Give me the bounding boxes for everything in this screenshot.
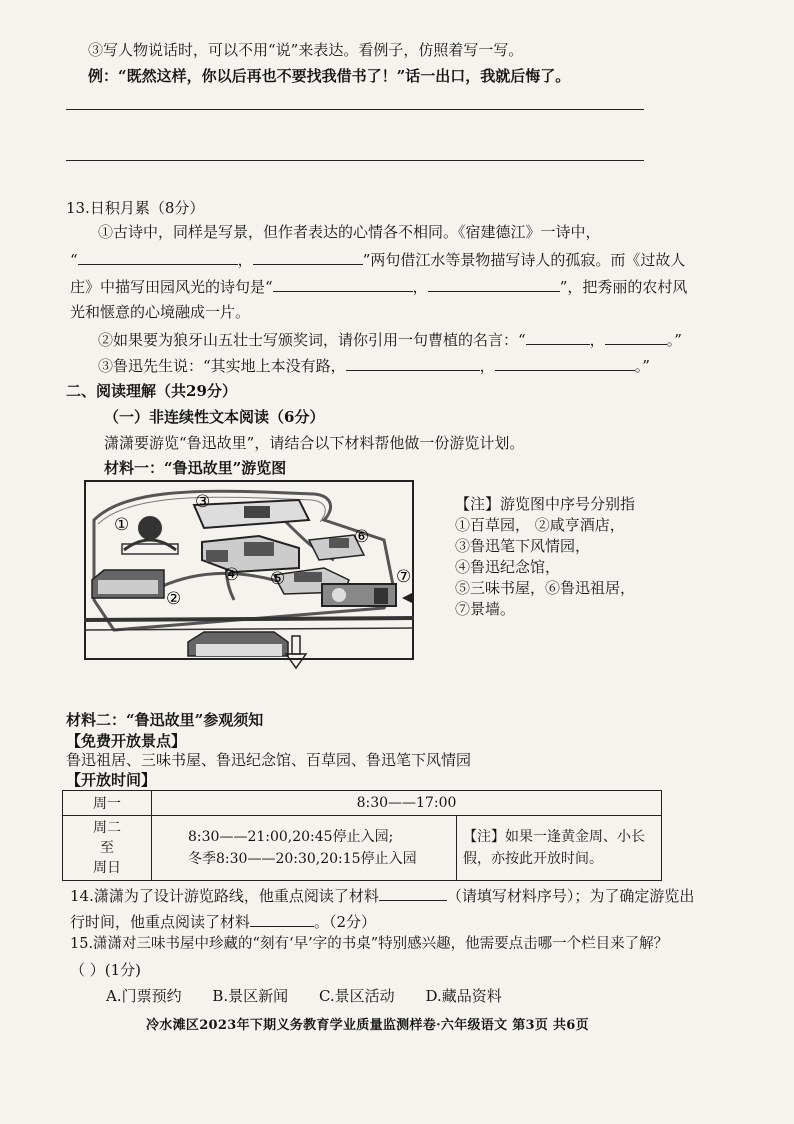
marker-1: ①	[114, 515, 130, 535]
marker-2: ②	[166, 589, 182, 609]
marker-7: ⑦	[396, 567, 412, 587]
q14-text: 14.潇潇为了设计游览路线，他重点阅读了材料	[70, 887, 379, 905]
table-row	[63, 816, 662, 881]
marker-3: ③	[195, 492, 211, 512]
comma: ，	[237, 251, 253, 269]
day-cell: 周一	[63, 791, 152, 816]
q13-heading: 13.日积月累（8分）	[66, 199, 205, 217]
legend-line: ④鲁迅纪念馆，	[455, 558, 561, 576]
q13-p2-start: ②如果要为狼牙山五壮士写颁奖词，请你引用一句曹植的名言：“	[98, 331, 526, 349]
q13-p1-a: ①古诗中，同样是写景，但作者表达的心情各不相同。《宿建德江》一诗中，	[98, 223, 601, 241]
q13-p1-d: 光和惬意的心境融成一片。	[70, 303, 251, 321]
answer-line-2[interactable]	[66, 160, 644, 161]
time-cell: 8:30——17:00	[152, 791, 662, 816]
blank-material-b[interactable]	[250, 910, 314, 927]
q14-line1	[70, 884, 694, 906]
marker-4: ④	[224, 565, 240, 585]
q14-text: 行时间，他重点阅读了材料	[70, 913, 251, 931]
q14-line2	[70, 910, 376, 932]
time-cell	[152, 816, 457, 881]
section2-heading: 二、阅读理解（共29分）	[66, 382, 237, 400]
q14-text: 。（2分）	[314, 913, 377, 931]
q13-p1-c	[70, 275, 687, 297]
q13-p3-end: 。”	[634, 357, 650, 375]
day-text: 周二	[93, 820, 121, 836]
q15-answer-bracket[interactable]: （ ）(1分)	[70, 961, 142, 979]
time-text: 冬季8:30——20:30,20:15停止入园	[188, 851, 417, 867]
option-a[interactable]: A.门票预约	[106, 987, 182, 1005]
legend-line: 【注】游览图中序号分别指	[455, 495, 636, 513]
gate-house-facade	[196, 644, 282, 656]
page-footer: 冷水滩区2023年下期义务教育学业质量监测样卷·六年级语文 第3页 共6页	[146, 1018, 589, 1033]
q13-p2	[98, 328, 682, 350]
answer-line-1[interactable]	[66, 109, 644, 110]
building-2-facade	[98, 580, 158, 594]
q13-p3-start: ③鲁迅先生说：“其实地上本没有路，	[98, 357, 346, 375]
material2-title: 材料二：“鲁迅故里”参观须知	[66, 711, 264, 729]
building-4-roof	[244, 542, 274, 556]
day-text: 至	[100, 840, 114, 856]
comma: ，	[412, 278, 428, 296]
note-cell: 【注】如果一逢黄金周、小长假，亦按此开放时间。	[457, 816, 662, 881]
wall-portrait	[374, 588, 388, 604]
q14-text: （请填写材料序号）；为了确定游览出	[446, 887, 695, 905]
tree-icon	[138, 516, 162, 540]
opening-hours-table	[62, 790, 662, 881]
marker-6: ⑥	[354, 527, 370, 547]
comma: ，	[589, 331, 605, 349]
table-row	[63, 791, 662, 816]
building-6-roof	[329, 538, 349, 548]
blank-1[interactable]	[78, 248, 238, 265]
free-list: 鲁迅祖居、三味书屋、鲁迅纪念馆、百草园、鲁迅笔下风情园	[66, 751, 472, 769]
quote-open: “	[70, 251, 78, 269]
building-3-roof	[244, 506, 270, 518]
q13-p1-b	[70, 248, 685, 270]
blank-6[interactable]	[605, 328, 667, 345]
option-d[interactable]: D.藏品资料	[425, 987, 502, 1005]
marker-5: ⑤	[270, 569, 286, 589]
section2-intro: 潇潇要游览“鲁迅故里”，请结合以下材料帮他做一份游览计划。	[104, 434, 525, 452]
map-legend	[455, 494, 635, 620]
blank-4[interactable]	[428, 275, 560, 292]
blank-5[interactable]	[526, 328, 590, 345]
q12-part3-prompt: ③写人物说话时，可以不用“说”来表达。看例子，仿照着写一写。	[88, 41, 524, 59]
blank-8[interactable]	[495, 354, 635, 371]
legend-line: ③鲁迅笔下风情园，	[455, 537, 591, 555]
legend-line: ⑦景墙。	[455, 600, 516, 618]
blank-7[interactable]	[346, 354, 480, 371]
comma: ，	[479, 357, 495, 375]
blank-3[interactable]	[273, 275, 413, 292]
q15-options	[106, 985, 528, 1006]
legend-line: ①百草园， ②咸亨酒店，	[455, 516, 625, 534]
q13-p1-c-start: 庄》中描写田园风光的诗句是“	[70, 278, 273, 296]
day-text: 周日	[93, 860, 121, 876]
option-b[interactable]: B.景区新闻	[212, 987, 289, 1005]
q13-p3	[98, 354, 650, 376]
q15-line1: 15.潇潇对三味书屋中珍藏的“刻有‘早’字的书桌”特别感兴趣，他需要点击哪一个栏目来了解？	[70, 936, 669, 952]
hours-label: 【开放时间】	[66, 771, 157, 789]
legend-line: ⑤三味书屋，⑥鲁迅祖居，	[455, 579, 636, 597]
blank-material-a[interactable]	[379, 884, 447, 901]
blank-2[interactable]	[253, 248, 363, 265]
section2-sub1: （一）非连续性文本阅读（6分）	[104, 408, 325, 426]
option-c[interactable]: C.景区活动	[318, 987, 395, 1005]
tour-map	[84, 480, 414, 670]
wall-relief	[332, 588, 346, 602]
building-4-wing	[206, 550, 228, 562]
material1-title: 材料一：“鲁迅故里”游览图	[104, 459, 287, 477]
building-5-roof	[294, 572, 322, 582]
free-label: 【免费开放景点】	[66, 732, 187, 750]
q13-p1-b-end: ”两句借江水等景物描写诗人的孤寂。而《过故人	[362, 251, 686, 269]
main-road	[84, 618, 414, 620]
q13-p1-c-end: ”，把秀丽的农村风	[559, 278, 688, 296]
q12-example: 例：“既然这样，你以后再也不要找我借书了！”话一出口，我就后悔了。	[88, 67, 571, 85]
q13-p2-end: 。”	[666, 331, 682, 349]
day-cell	[63, 816, 152, 881]
time-text: 8:30——21:00,20:45停止入园;	[188, 829, 394, 845]
